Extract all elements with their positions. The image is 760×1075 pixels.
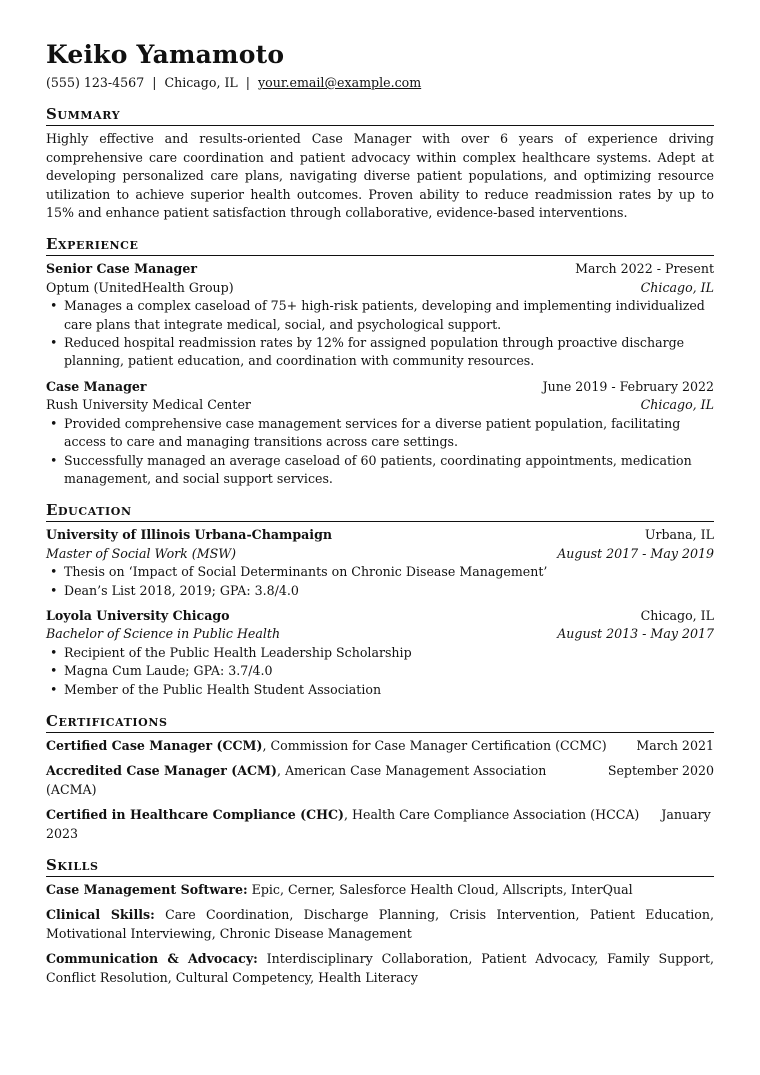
certification-issuer: , Health Care Compliance Association (HCCA) xyxy=(344,807,640,823)
job-location: Chicago, IL xyxy=(640,397,714,413)
section-title: Certifications xyxy=(46,711,714,733)
education-bullets xyxy=(46,563,714,600)
job-role: Case Manager xyxy=(46,378,147,394)
job-company: Optum (UnitedHealth Group) xyxy=(46,279,234,295)
job-bullets xyxy=(46,415,714,489)
phone: (555) 123-4567 xyxy=(46,75,145,90)
resume-page xyxy=(46,0,714,987)
list-item: • Member of the Public Health Student Association xyxy=(46,681,714,699)
education-bullets xyxy=(46,644,714,699)
school-name: University of Illinois Urbana-Champaign xyxy=(46,527,333,543)
job-entry xyxy=(46,260,714,370)
section-title: Summary xyxy=(46,104,714,126)
experience-section xyxy=(46,234,714,488)
job-location: Chicago, IL xyxy=(640,279,714,295)
job-entry xyxy=(46,378,714,488)
email-link[interactable]: your.email@example.com xyxy=(258,75,422,90)
skill-value: Epic, Cerner, Salesforce Health Cloud, Allscripts, InterQual xyxy=(247,882,633,897)
certification-name: Certified Case Manager (CCM) xyxy=(46,737,263,753)
list-item: • Reduced hospital readmission rates by 12% for assigned population through proactive discharge planning, patient education, and coordination with community resources. xyxy=(46,334,714,371)
location: Chicago, IL xyxy=(164,75,238,90)
education-section xyxy=(46,500,714,699)
skills-section xyxy=(46,855,714,987)
list-item: • Thesis on ‘Impact of Social Determinants on Chronic Disease Management’ xyxy=(46,563,714,581)
certification-item xyxy=(46,737,714,755)
certification-date: March 2021 xyxy=(636,737,714,753)
degree: Bachelor of Science in Public Health xyxy=(46,626,281,642)
skill-line xyxy=(46,906,714,943)
job-role: Senior Case Manager xyxy=(46,261,198,277)
skill-label: Clinical Skills: xyxy=(46,907,155,923)
job-dates: March 2022 - Present xyxy=(575,261,714,277)
skill-value: Interdisciplinary Collaboration, Patient Advocacy, Family Support, Conflict Resolution, Cultural Competency, Health Literacy xyxy=(46,951,714,985)
skill-label: Communication & Advocacy: xyxy=(46,951,258,967)
list-item: • Provided comprehensive case management services for a diverse patient population, facilitating access to care and managing transitions across care settings. xyxy=(46,415,714,452)
degree: Master of Social Work (MSW) xyxy=(46,545,237,561)
section-title: Education xyxy=(46,500,714,522)
list-item: • Successfully managed an average caseload of 60 patients, coordinating appointments, medication management, and social support services. xyxy=(46,452,714,489)
education-entry xyxy=(46,526,714,600)
section-title: Skills xyxy=(46,855,714,877)
contact-separator: | xyxy=(245,75,251,90)
job-company: Rush University Medical Center xyxy=(46,397,251,413)
certification-date: September 2020 xyxy=(607,763,714,779)
job-dates: June 2019 - February 2022 xyxy=(542,378,714,394)
certification-issuer: , Commission for Case Manager Certification (CCMC) xyxy=(262,737,607,753)
list-item: • Dean’s List 2018, 2019; GPA: 3.8/4.0 xyxy=(46,582,714,600)
certification-date: January 2023 xyxy=(46,807,711,841)
school-location: Urbana, IL xyxy=(644,527,714,543)
certification-name: Accredited Case Manager (ACM) xyxy=(46,763,277,779)
summary-text: Highly effective and results-oriented Case Manager with over 6 years of experience driving comprehensive care coordination and patient advocacy within complex healthcare systems. Adept at developing personalized care plans, navigating diverse patient populations, and optimizing resource utilization to achieve superior health outcomes. Proven ability to reduce readmission rates by up to 15% and enhance patient satisfaction through collaborative, evidence-based interventions. xyxy=(46,131,714,221)
certification-item xyxy=(46,762,714,799)
skill-line xyxy=(46,950,714,987)
school-name: Loyola University Chicago xyxy=(46,607,230,623)
list-item: • Manages a complex caseload of 75+ high-risk patients, developing and implementing individualized care plans that integrate medical, social, and psychological support. xyxy=(46,297,714,334)
certification-name: Certified in Healthcare Compliance (CHC) xyxy=(46,807,345,823)
skill-label: Case Management Software: xyxy=(46,882,248,897)
contact-separator: | xyxy=(152,75,157,90)
skill-value: Care Coordination, Discharge Planning, Crisis Intervention, Patient Education, Motivational Interviewing, Chronic Disease Management xyxy=(46,907,715,941)
skill-line xyxy=(46,881,714,899)
list-item: • Recipient of the Public Health Leadership Scholarship xyxy=(46,644,714,662)
list-item: • Magna Cum Laude; GPA: 3.7/4.0 xyxy=(46,662,714,680)
education-dates: August 2013 - May 2017 xyxy=(557,626,714,642)
education-dates: August 2017 - May 2019 xyxy=(557,545,714,561)
contact-line xyxy=(46,74,714,92)
certifications-section xyxy=(46,711,714,843)
candidate-name: Keiko Yamamoto xyxy=(46,40,285,69)
school-location: Chicago, IL xyxy=(640,607,714,623)
summary-section xyxy=(46,104,714,222)
certification-item xyxy=(46,806,714,843)
certification-issuer: , American Case Management Association (ACMA) xyxy=(46,763,547,797)
section-title: Experience xyxy=(46,234,714,256)
job-bullets xyxy=(46,297,714,371)
education-entry xyxy=(46,607,714,699)
